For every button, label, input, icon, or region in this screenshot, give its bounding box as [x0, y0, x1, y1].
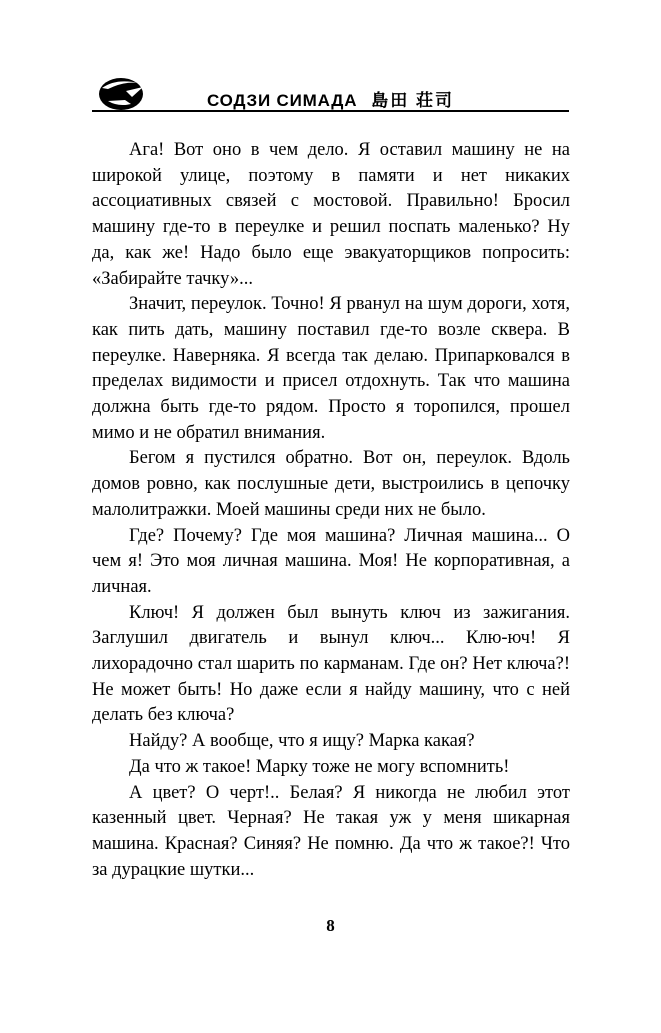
header-divider: [92, 110, 569, 112]
paragraph: Где? Почему? Где моя машина? Личная машина... О чем я! Это моя личная машина. Моя! Не корпоративная, а личная.: [92, 525, 570, 597]
paragraph: Да что ж такое! Марку тоже не могу вспомнить!: [129, 756, 510, 777]
paragraph: Бегом я пустился обратно. Вот он, переулок. Вдоль домов ровно, как послушные дети, выстроились в цепочку малолитражки. Моей машины среди них не было.: [92, 448, 570, 520]
author-name-japanese: 島田 荘司: [371, 91, 455, 110]
author-name-cyrillic: СОДЗИ СИМАДА: [206, 91, 358, 110]
paragraph: Значит, переулок. Точно! Я рванул на шум дороги, хотя, как пить дать, машину поставил где-то возле сквера. В переулке. Наверняка. Я всегда так делаю. Припарковался в пределах видимости и присел отдохнуть. Так что машина должна быть где-то рядом. Просто я торопился, прошел мимо и не обратил внимания.: [92, 294, 570, 443]
page-number: 8: [326, 916, 335, 935]
paragraph: Найду? А вообще, что я ищу? Марка какая?: [129, 731, 475, 752]
paragraph: А цвет? О черт!.. Белая? Я никогда не любил этот казенный цвет. Черная? Не такая уж у меня шикарная машина. Красная? Синяя? Не помню. Да что ж такое?! Что за дурацкие шутки...: [92, 782, 570, 880]
header-title: [92, 86, 569, 111]
page-header: [92, 74, 569, 112]
paragraph: Ага! Вот оно в чем дело. Я оставил машину не на широкой улице, поэтому в памяти и нет никаких ассоциативных связей с мостовой. Правильно! Бросил машину где-то в переулке и решил поспать маленько? Ну да, как же! Надо было еще эвакуаторщиков попросить: «Забирайте тачку»...: [92, 140, 570, 289]
body-text: [92, 138, 570, 883]
paragraph: Ключ! Я должен был вынуть ключ из зажигания. Заглушил двигатель и вынул ключ... Клю-юч! Я лихорадочно стал шарить по карманам. Где он? Нет ключа?! Не может быть! Но даже если я найду машину, что с ней делать без ключа?: [92, 602, 570, 726]
